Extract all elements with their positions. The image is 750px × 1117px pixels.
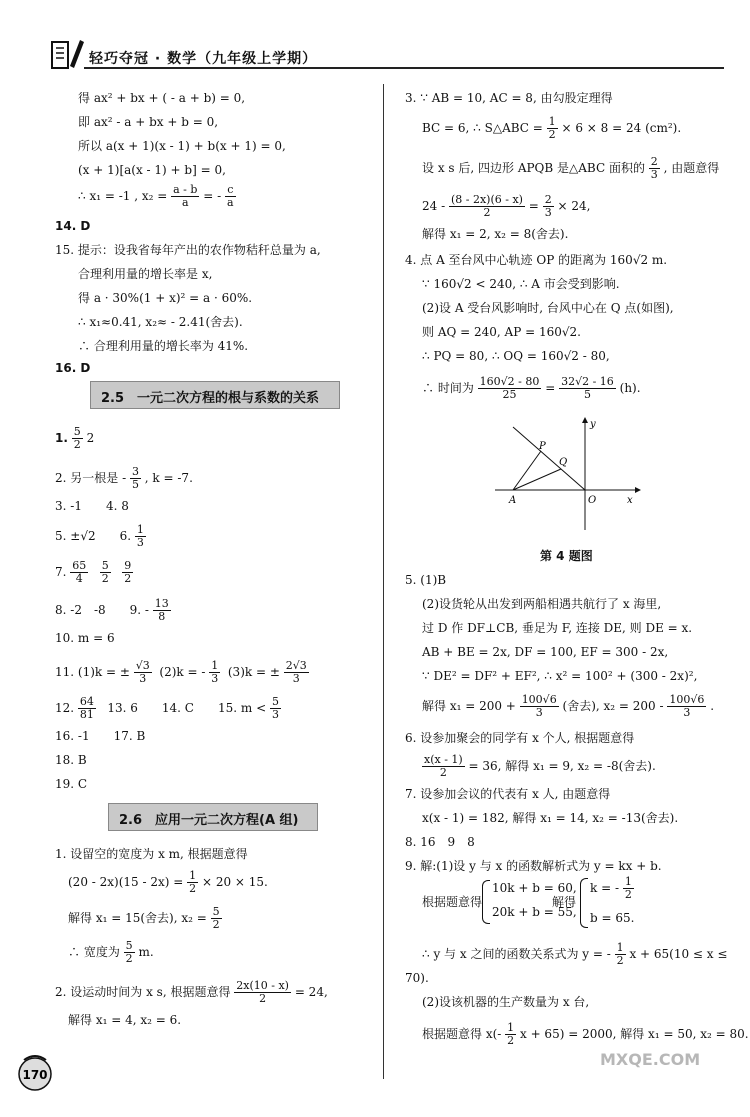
answer-15: 15. 提示：设我省每年产出的农作物秸秆总量为 a,	[55, 243, 321, 257]
text-line: (2)设 A 受台风影响时, 台风中心在 Q 点(如图),	[422, 301, 674, 315]
answer-3-4: 3. -1 4. 8	[55, 499, 129, 513]
text-line: AB + BE = 2x, DF = 100, EF = 300 - 2x,	[422, 645, 669, 659]
system-eq-1: 10k + b = 60,	[492, 881, 577, 895]
text-line: ∴ x₁ = -1 , x₂ = $\frac{a - b}{a}$ = - $\frac{c}{a}$	[78, 183, 234, 209]
brace-left-2	[580, 878, 588, 928]
text-line: ∴ 合理利用量的增长率为 41%.	[78, 339, 249, 353]
watermark: MXQE.COM	[600, 1050, 701, 1069]
system-eq-2: 20k + b = 55,	[492, 905, 577, 919]
text-line: 70).	[405, 971, 429, 985]
answer-5-6: 5. ±√2 6. $\frac{1}{3}$	[55, 523, 144, 549]
text-line: (20 - 2x)(15 - 2x) = $\frac{1}{2}$ × 20 × 15.	[68, 869, 268, 895]
text-line: 合理利用量的增长率是 x,	[78, 267, 213, 281]
text-line: ∴ x₁≈0.41, x₂≈ - 2.41(舍去).	[78, 315, 243, 329]
answer-18: 18. B	[55, 753, 87, 767]
solution-b: b = 65.	[590, 911, 635, 925]
answer-c5: 5. (1)B	[405, 573, 447, 587]
answer-c3: 3. ∵ AB = 10, AC = 8, 由勾股定理得	[405, 91, 613, 105]
answer-b1: 1. 设留空的宽度为 x m, 根据题意得	[55, 847, 248, 861]
answer-19: 19. C	[55, 777, 88, 791]
text-line: ∵ DE² = DF² + EF², ∴ x² = 100² + (300 - 2x)²,	[422, 669, 698, 683]
column-divider	[383, 84, 384, 1079]
text-line: (2)设该机器的生产数量为 x 台,	[422, 995, 590, 1009]
answer-10: 10. m = 6	[55, 631, 115, 645]
answer-8-9: 8. -2 -8 9. - $\frac{13}{8}$	[55, 597, 169, 623]
text-line: $\frac{x(x - 1)}{2}$ = 36, 解得 x₁ = 9, x₂ = -8(舍去).	[424, 753, 656, 779]
text-line: 解得	[552, 895, 577, 909]
text-line: 得 a · 30%(1 + x)² = a · 60%.	[78, 291, 253, 305]
answer-7: 7. $\frac{65}{4}$ $\frac{5}{2}$ $\frac{9}{2}$	[55, 559, 132, 585]
answer-12-15: 12. $\frac{64}{81}$ 13. 6 14. C 15. m < $\frac{5}{3}$	[55, 695, 279, 721]
brace-left	[482, 880, 490, 924]
text-line: 24 - $\frac{(8 - 2x)(6 - x)}{2}$ = $\frac{2}{3}$ × 24,	[422, 193, 591, 219]
solution-k: k = - $\frac{1}{2}$	[590, 875, 632, 901]
label-a: A	[509, 495, 517, 506]
answer-c4: 4. 点 A 至台风中心轨迹 OP 的距离为 160√2 m.	[405, 253, 668, 267]
x-axis-arrow	[635, 487, 641, 493]
answer-c7: 7. 设参加会议的代表有 x 人, 由题意得	[405, 787, 611, 801]
text-line: x(x - 1) = 182, 解得 x₁ = 14, x₂ = -13(舍去).	[422, 811, 679, 825]
track-line	[513, 427, 585, 490]
text-line: ∴ 时间为 $\frac{160√2 - 80}{25}$ = $\frac{32√2 - 16}{5}$ (h).	[422, 375, 641, 401]
answer-c8: 8. 16 9 8	[405, 835, 475, 849]
text-line: (2)设货轮从出发到两船相遇共航行了 x 海里,	[422, 597, 662, 611]
label-p: P	[539, 441, 546, 452]
text-line: 设 x s 后, 四边形 APQB 是△ABC 面积的 $\frac{2}{3}$ , 由题意得	[422, 155, 720, 181]
label-q: Q	[559, 457, 568, 468]
header-rule	[84, 67, 724, 69]
text-line: 所以 a(x + 1)(x - 1) + b(x + 1) = 0,	[78, 139, 286, 153]
figure-caption: 第 4 题图	[540, 549, 593, 563]
book-pencil-logo-icon	[46, 34, 86, 74]
y-axis-arrow	[582, 417, 588, 423]
answer-c9: 9. 解:(1)设 y 与 x 的函数解析式为 y = kx + b.	[405, 859, 662, 873]
text-line: 解得 x₁ = 2, x₂ = 8(舍去).	[422, 227, 569, 241]
answer-16: 16. D	[55, 361, 91, 375]
section-heading-2-5: 2.5 一元二次方程的根与系数的关系	[90, 381, 340, 409]
label-o: O	[588, 495, 597, 506]
answer-11: 11. (1)k = ± $\frac{√3}{3}$ (2)k = - $\frac{1}{3}$ (3)k = ± $\frac{2√3}{3}$	[55, 659, 307, 685]
text-line: 即 ax² - a + bx + b = 0,	[78, 115, 219, 129]
answer-c6: 6. 设参加聚会的同学有 x 个人, 根据题意得	[405, 731, 635, 745]
page-number-badge	[14, 1050, 56, 1092]
page-header	[34, 34, 714, 74]
text-line: 根据题意得	[422, 895, 483, 909]
section-heading-2-6: 2.6 应用一元二次方程(A 组)	[108, 803, 318, 831]
page-number: 170	[22, 1068, 48, 1082]
answer-16-17: 16. -1 17. B	[55, 729, 146, 743]
text-line: 解得 x₁ = 4, x₂ = 6.	[68, 1013, 182, 1027]
figure-4-diagram	[495, 415, 645, 535]
text-line: 根据题意得 x(- $\frac{1}{2}$ x + 65) = 2000, 解得 x₁ = 50, x₂ = 80.	[422, 1021, 749, 1047]
text-line: 过 D 作 DF⊥CB, 垂足为 F, 连接 DE, 则 DE = x.	[422, 621, 693, 635]
answer-14: 14. D	[55, 219, 91, 233]
text-line: 解得 x₁ = 15(舍去), x₂ = $\frac{5}{2}$	[68, 905, 220, 931]
text-line: ∵ 160√2 < 240, ∴ A 市会受到影响.	[422, 277, 620, 291]
answer-2: 2. 另一根是 - $\frac{3}{5}$ , k = -7.	[55, 465, 193, 491]
text-line: 得 ax² + bx + ( - a + b) = 0,	[78, 91, 246, 105]
text-line: BC = 6, ∴ S△ABC = $\frac{1}{2}$ × 6 × 8 = 24 (cm²).	[422, 115, 682, 141]
text-line: ∴ 宽度为 $\frac{5}{2}$ m.	[68, 939, 154, 965]
header-title: 轻巧夺冠 · 数学（九年级上学期）	[89, 51, 318, 67]
text-line: ∴ y 与 x 之间的函数关系式为 y = - $\frac{1}{2}$ x + 65(10 ≤ x ≤	[422, 941, 728, 967]
text-line: 则 AQ = 240, AP = 160√2.	[422, 325, 581, 339]
answer-1: 1. $\frac{5}{2}$ 2	[55, 425, 95, 451]
text-line: 解得 x₁ = 200 + $\frac{100√6}{3}$ (舍去), x₂ = 200 - $\frac{100√6}{3}$ .	[422, 693, 715, 719]
label-x: x	[627, 495, 633, 506]
text-line: (x + 1)[a(x - 1) + b] = 0,	[78, 163, 226, 177]
answer-b2: 2. 设运动时间为 x s, 根据题意得 $\frac{2x(10 - x)}{2}$ = 24,	[55, 979, 328, 1005]
text-line: ∴ PQ = 80, ∴ OQ = 160√2 - 80,	[422, 349, 610, 363]
label-y: y	[590, 419, 596, 430]
